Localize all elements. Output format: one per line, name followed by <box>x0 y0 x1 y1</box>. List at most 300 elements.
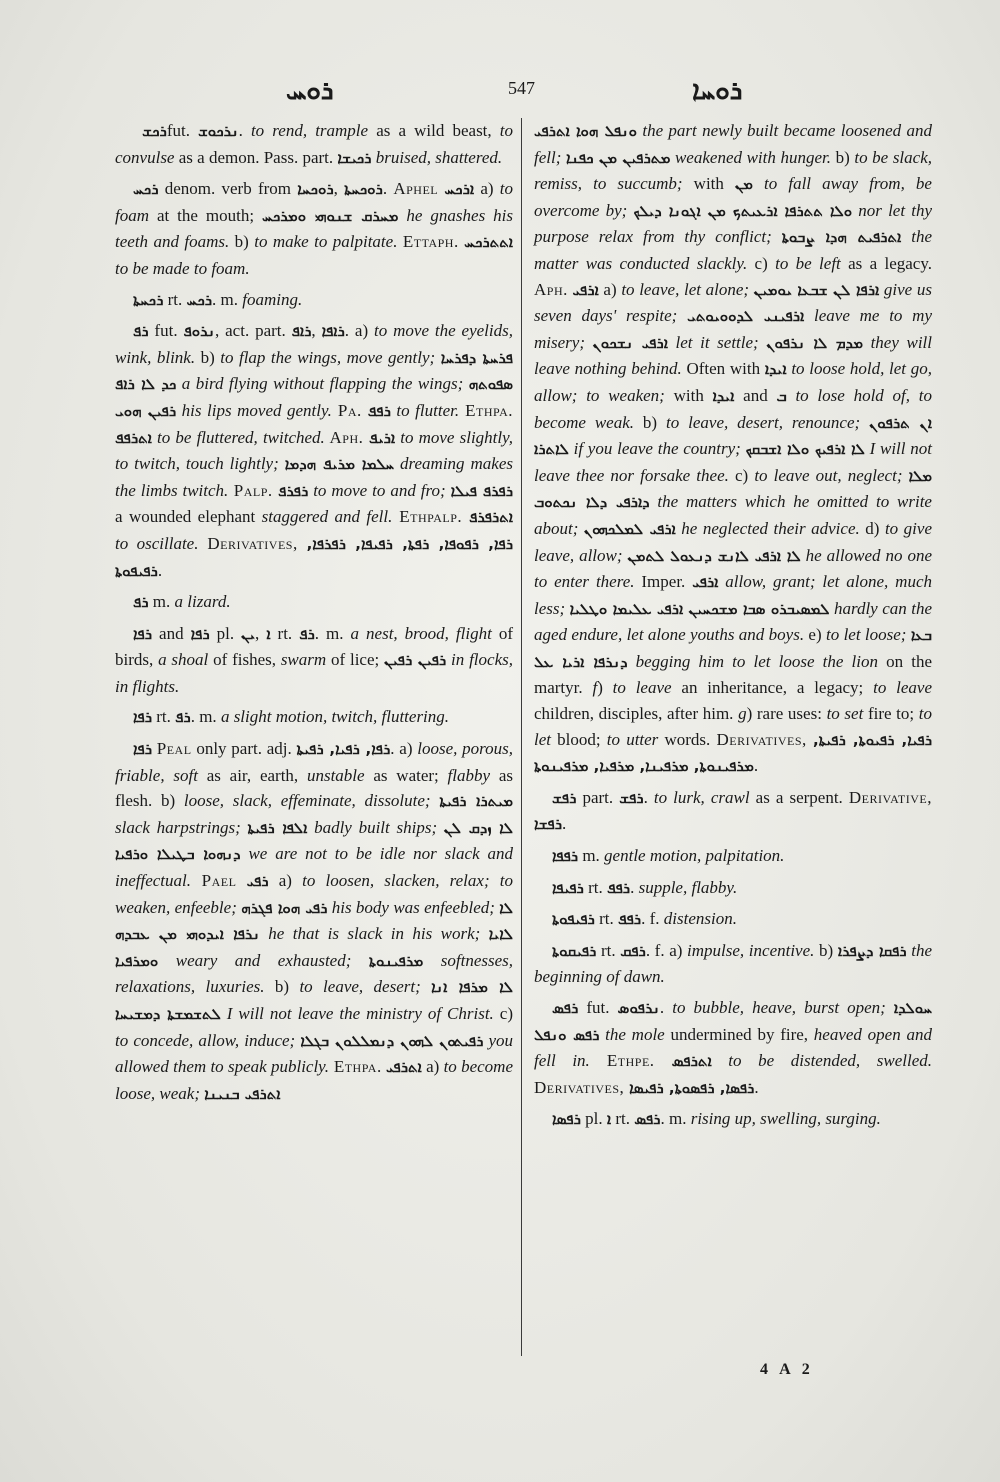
syriac-text: ܪܟܚ <box>133 180 159 199</box>
entry-text: of lice; <box>326 650 385 670</box>
syriac-text: ܐܪܦܝ ܠܡܠܟܗܘܢ <box>583 519 676 538</box>
syriac-text: ܐܪܝܦ <box>369 428 396 447</box>
entry-text: a) <box>268 871 303 891</box>
syriac-text: ܢܪܦܘܣ <box>617 999 660 1017</box>
syriac-text: ܪܦܦ <box>367 401 391 420</box>
dictionary-entry <box>115 118 513 171</box>
entry-text: words. <box>658 729 717 749</box>
syriac-text: ܪܦܝ ܗܘܐ ܦܓܪܗ <box>241 898 328 917</box>
entry-text: of birds, <box>115 623 514 670</box>
italic-gloss: a lizard. <box>174 592 231 612</box>
syriac-text: ܪܦ <box>175 708 191 727</box>
syriac-text: ܐܢ ܬܪܦܘܢ ܠܐܬܪܐ <box>534 413 933 459</box>
italic-gloss: we are not to be idle nor slack and ineffectual. <box>115 844 513 891</box>
syriac-text: ܐܪܟܚ <box>444 180 475 199</box>
entry-text: . m. <box>660 1109 691 1129</box>
italic-gloss: to leave <box>873 678 932 698</box>
syriac-text: ܪܟܫ <box>133 122 167 140</box>
italic-gloss: to oscillate. <box>115 533 199 553</box>
dictionary-entry <box>534 875 932 902</box>
dictionary-entry <box>534 995 932 1101</box>
syriac-text: ܪܐܦܐ <box>321 322 345 341</box>
syriac-text: ܪܦܝܐ, ܪܦܝܘܬܐ, ܪܦܝܬܐ, ܡܪܦܝܢܘܬܐ, ܡܪܦܝܢܐ, ܡܪܦܝܐ, ܡܪܦܝܢܘܬܐ <box>534 730 933 776</box>
syriac-text: ܡܪܦܝܢܘܬܐ <box>368 951 424 970</box>
entry-text: as a demon. Pass. part. <box>174 147 338 167</box>
syriac-text: ܪܦܩ <box>620 941 646 960</box>
entry-text: . f. a) <box>645 940 688 960</box>
italic-gloss: g <box>738 704 747 724</box>
syriac-text: ܣܦܘܬܗ ܪܦܝܢ ܗܘܝ <box>115 375 513 420</box>
entry-text <box>241 818 248 837</box>
italic-gloss: to utter <box>606 729 659 749</box>
italic-gloss: to convulse <box>115 121 514 167</box>
entry-text: , <box>333 179 345 199</box>
entry-text: . <box>382 179 394 199</box>
syriac-text: ܐܬܬܪܟܚ <box>464 233 514 252</box>
italic-gloss: the matter was conducted slackly. <box>534 227 932 273</box>
syriac-text: ܢܪܟܘܫ <box>198 122 239 140</box>
syriac-text: ܪܦܦܐ <box>552 847 579 866</box>
entry-text: blood; <box>551 729 607 749</box>
syriac-text: ܪܦ <box>299 624 315 643</box>
syriac-text: ܪܦܐ <box>190 624 210 643</box>
syriac-text: ܐܪܦܐ ܠܢ ܫܒܥܐ ܝܘܡܝܢ <box>753 280 880 299</box>
italic-gloss: to loose hold, let go, allow; <box>534 359 932 405</box>
italic-gloss: to be distended, swelled. <box>711 1051 932 1071</box>
italic-gloss: to loosen, slacken, relax; to weaken, enfeeble; <box>115 871 513 917</box>
column-rule <box>521 118 522 1356</box>
italic-gloss: a shoal <box>158 650 209 670</box>
stem-label: Palp. <box>228 480 279 500</box>
italic-gloss: you allowed them to speak publicly. <box>115 1030 514 1077</box>
italic-gloss: he allowed no one to enter there. <box>534 545 933 592</box>
syriac-text: ܡܕܡ ܠܐ ܢܪܦܘܢ <box>766 333 863 352</box>
italic-gloss: to be slack, remiss, to succumb; <box>534 147 932 194</box>
syriac-text: ܐ <box>266 624 271 643</box>
syriac-text: ܐܪܦܝ <box>692 573 719 592</box>
italic-gloss: to weaken; <box>577 385 665 405</box>
syriac-text: ܡܠܐ ܕܐܪܦܝ ܕܠܐ ܢܟܬܘܒ <box>534 466 932 512</box>
page-number: 547 <box>508 78 535 98</box>
syriac-text: ܪܦ <box>133 593 149 612</box>
syriac-text: ܪܦܫ <box>619 788 644 807</box>
syriac-text: ܠܐ ܐܪܦܝ ܠܐܢܫ ܕܢܥܘܠ ܠܬܡܢ <box>627 546 801 565</box>
italic-gloss: hardly can the aged endure, let alone youths and boys. <box>534 598 932 645</box>
entry-text: . f. <box>641 909 664 929</box>
stem-label: Ethpalp. <box>392 507 470 527</box>
italic-gloss: let it settle; <box>667 332 759 352</box>
syriac-text: ܪܦܝܩܘܬܐ <box>552 941 597 960</box>
stem-label: Ettaph. <box>402 232 459 252</box>
entry-text: rt. <box>611 1109 635 1129</box>
syriac-text: ܪܦܣ <box>552 999 579 1017</box>
italic-gloss: to leave, let alone; <box>621 279 750 299</box>
entry-text: fire to; <box>863 704 919 724</box>
syriac-text: ܡܢ <box>735 175 753 194</box>
italic-gloss: the mole <box>599 1024 665 1044</box>
italic-gloss: to become loose, weak; <box>115 1057 514 1103</box>
syriac-text: ܐܬܪܦܦ <box>115 428 152 447</box>
stem-label: Ethpa. <box>459 400 513 420</box>
entry-text: , <box>255 623 267 643</box>
italic-gloss: unstable <box>306 765 365 785</box>
italic-gloss: to flap the wings, move gently; <box>220 347 436 367</box>
italic-gloss: to rend, trample <box>250 121 369 140</box>
syriac-text: ܪܟܚ <box>186 290 213 309</box>
entry-text <box>677 306 687 325</box>
italic-gloss: leave me to my misery; <box>534 306 932 352</box>
syriac-text: ܪܦܣܐ <box>552 1110 581 1129</box>
stem-label: Peal <box>152 739 192 759</box>
italic-gloss: in flocks, in flights. <box>115 650 513 696</box>
italic-gloss: rising up, swelling, surging. <box>690 1109 881 1129</box>
dictionary-entry <box>115 287 513 314</box>
dictionary-entry <box>115 621 513 700</box>
entry-text: fut. <box>148 321 184 341</box>
italic-gloss: weakened with hunger. <box>670 147 831 167</box>
entry-text: b) <box>195 347 221 367</box>
entry-text: pl. <box>580 1109 607 1129</box>
entry-text <box>437 818 444 837</box>
italic-gloss: slack harpstrings; <box>115 817 241 837</box>
entry-text <box>860 413 869 432</box>
italic-gloss: flabby <box>447 765 491 785</box>
entry-text: as flesh. b) <box>115 765 513 811</box>
entry-text: pl. <box>209 623 242 643</box>
syriac-text: ܐܪܦܝܢܝ ܠܕܘܘܝܘܬܝ <box>687 307 805 326</box>
entry-text: as a legacy. <box>840 253 932 273</box>
entry-text: as a serpent. <box>749 787 849 807</box>
syriac-text: ܐܬܪܦܣ <box>671 1052 712 1071</box>
italic-gloss: a bird flying without flapping the wings; <box>176 374 464 394</box>
italic-gloss: softnesses, relaxations, luxuries. <box>115 950 514 997</box>
italic-gloss: to leave <box>612 678 672 698</box>
entry-text: b) <box>814 940 838 960</box>
syriac-text: ܪܦܪܦ <box>278 481 309 500</box>
italic-gloss: to bubble, heave, burst open; <box>672 998 886 1017</box>
entry-text: rt. <box>270 623 300 643</box>
syriac-text: ܪܦܐ, ܪܦܘܦܐ, ܪܦܬܐ, ܪܦܝܦܐ, ܪܦܪܦܐ, ܪܦܝܦܘܬܐ <box>115 534 513 580</box>
printer-signature: 4 A 2 <box>760 1361 814 1378</box>
italic-gloss: his lips moved gently. <box>176 400 332 420</box>
syriac-text: ܪܦܐ <box>133 708 153 727</box>
italic-gloss: swarm <box>280 650 327 670</box>
entry-text: m. <box>148 592 175 612</box>
dictionary-entry <box>534 1106 932 1133</box>
entry-text: . <box>562 814 567 834</box>
entry-text: with <box>682 174 735 194</box>
entry-text: with <box>664 385 713 405</box>
stem-label: Derivatives, <box>716 729 807 749</box>
entry-text <box>421 977 431 996</box>
italic-gloss: to let <box>534 704 932 749</box>
entry-text: only part. adj. <box>191 739 297 759</box>
entry-text: an inheritance, a legacy; <box>671 678 874 698</box>
stem-label: Derivatives, <box>198 533 307 553</box>
entry-text: of fishes, <box>208 650 281 670</box>
syriac-text: ܪܦܦ <box>617 910 642 929</box>
entry-text: . a) <box>390 739 418 759</box>
syriac-text: ܪܦܝܬܘܢ ܠܗܘܢ ܕܢܡܠܠܘܢ ܒܓܠܐ <box>300 1031 484 1050</box>
entry-text: rt. <box>152 707 176 727</box>
stem-label: Derivative, <box>848 787 932 807</box>
entry-text: fut. <box>166 121 199 140</box>
stem-label: Pael <box>191 871 237 891</box>
syriac-text: ܐܝܕܐ <box>764 360 787 379</box>
italic-gloss: allow, grant; let alone, much less; <box>534 572 933 618</box>
italic-gloss: to be fluttered, twitched. <box>151 427 325 447</box>
left-column <box>115 118 513 1112</box>
running-header <box>110 76 930 108</box>
entry-text: c) <box>493 1004 513 1023</box>
italic-gloss: a slight motion, twitch, fluttering. <box>220 707 450 727</box>
right-column <box>534 118 932 1138</box>
italic-gloss: to give leave, allow; <box>534 518 932 565</box>
entry-text: c) <box>728 465 755 485</box>
entry-text: a) <box>474 179 500 199</box>
italic-gloss: heaved open and fell in. <box>534 1024 932 1071</box>
syriac-text: ܚܠܡܐ ܡܪܝܦ ܗܕܡܐ <box>284 455 395 474</box>
syriac-text: ܐܪܦܝ <box>572 280 599 299</box>
dictionary-entry <box>115 176 513 281</box>
syriac-text: ܠܐܝܐ ܘܡܪܦܝܐ <box>115 925 514 970</box>
dictionary-entry <box>534 785 932 838</box>
entry-text <box>236 871 246 890</box>
entry-text: as air, earth, <box>197 765 307 785</box>
syriac-text: ܝܢ <box>241 624 256 643</box>
entry-text: . <box>659 998 673 1017</box>
italic-gloss: loose, porous, friable, soft <box>115 739 513 785</box>
italic-gloss: his body was enfeebled; <box>327 897 495 917</box>
italic-gloss: impulse, incentive. <box>687 940 815 960</box>
italic-gloss: if you leave the country; <box>568 439 741 459</box>
entry-text: on the martyr. <box>534 651 932 698</box>
entry-text <box>351 951 368 970</box>
italic-gloss: staggered and fell. <box>261 507 393 527</box>
entry-text: rt. <box>163 289 187 309</box>
syriac-text: ܪܦܝܦܐ <box>552 878 584 897</box>
syriac-text: ܪܟܚܬܐ <box>133 290 164 309</box>
dictionary-entry <box>115 704 513 731</box>
entry-text: and <box>734 385 777 405</box>
italic-gloss: begging him to let loose the lion <box>627 651 878 671</box>
stem-label: Ethpe. <box>589 1051 672 1071</box>
italic-gloss: give us seven days' respite; <box>534 279 932 326</box>
header-left-word: ܪܘܚ <box>286 76 334 105</box>
syriac-text: ܘܢܦܠ ܗܘܐ ܐܬܪܦܝ <box>534 122 638 140</box>
entry-text: d) <box>859 518 885 538</box>
italic-gloss: supple, flabby. <box>638 877 738 897</box>
entry-text <box>886 998 894 1017</box>
entry-text: c) <box>747 253 776 273</box>
entry-text: b) <box>229 232 255 252</box>
stem-label: Aph. <box>324 427 369 447</box>
entry-text: rt. <box>583 877 607 897</box>
syriac-text: ܐܪܦܝ ܢܫܟܘܢ <box>592 333 668 352</box>
italic-gloss: dreaming makes the limbs twitch. <box>115 454 513 500</box>
entry-text: . m. <box>212 289 243 309</box>
entry-text: undermined by fire, <box>664 1024 814 1044</box>
entry-text: . a) <box>344 321 375 341</box>
entry-text: ) <box>597 678 613 698</box>
entry-text: . <box>157 560 163 580</box>
italic-gloss: to leave, desert, renounce; <box>666 412 861 432</box>
syriac-text: ܪܦܪܦ ܦܝܠܐ <box>450 481 514 500</box>
entry-text: e) <box>804 625 826 645</box>
syriac-text: ܐ <box>606 1110 612 1129</box>
entry-text: m. <box>578 846 605 866</box>
syriac-text: ܠܐ ܢܪܦܐ ܐܝܕܘܗܝ ܡܢ ܥܒܕܗ <box>115 898 514 944</box>
syriac-text: ܠܡܣܝܒܪܘ ܣܒܐ ܡܫܟܚܝܢ ܐܪܦܝ ܥܠܝܡܐ ܘܛܠܝܐ <box>569 599 830 618</box>
syriac-text: ܦܪܚܬܐ ܕܦܪܚܐ ܟܕ ܠܐ ܪܐܦ <box>115 348 513 394</box>
entry-text: children, disciples, after him. <box>534 704 739 724</box>
syriac-text: ܪܦܝ <box>246 872 269 891</box>
entry-text: denom. verb from <box>158 179 298 199</box>
italic-gloss: to move the eyelids, wink, blink. <box>115 321 513 367</box>
entry-text: . <box>630 877 639 897</box>
italic-gloss: the part newly built became loosened and fell; <box>534 121 932 167</box>
entry-text: . m. <box>314 623 351 643</box>
italic-gloss: a nest, brood, flight <box>350 623 492 643</box>
entry-text: , <box>311 321 322 341</box>
syriac-text: ܚܘܠܕܐ ܪܦܣ ܘܢܦܠ <box>534 999 933 1044</box>
entry-text: Imper. <box>634 572 693 592</box>
stem-label: Pa. <box>331 400 368 420</box>
entry-text: . <box>753 756 759 776</box>
stem-label: Derivatives, <box>534 1077 630 1097</box>
header-right-word: ܪܘܚܐ <box>692 76 743 105</box>
syriac-text: ܐܬܪܦܝ <box>386 1058 422 1077</box>
italic-gloss: to make to palpitate. <box>254 232 398 252</box>
italic-gloss: to leave out, neglect; <box>754 465 903 485</box>
entry-text <box>772 227 782 246</box>
italic-gloss: to flutter. <box>390 400 460 420</box>
syriac-text: ܡܚܪܩ ܫܢܘܗܝ ܘܡܪܟܚ <box>262 206 399 225</box>
italic-gloss: to fall away from, be overcome by; <box>534 174 932 220</box>
entry-text: as water; <box>364 765 448 785</box>
syriac-text: ܘܠܐ ܬܬܪܦܐ ܐܪܥܝܬܟ ܡܢ ܐܓܘܢܐ ܕܝܠܟ <box>633 201 853 220</box>
italic-gloss: to let loose; <box>826 625 907 645</box>
italic-gloss: gentle motion, palpitation. <box>604 846 785 866</box>
italic-gloss: badly built ships; <box>307 817 438 837</box>
italic-gloss: f <box>592 678 598 698</box>
italic-gloss: the matters which he omitted to write about; <box>534 492 932 538</box>
entry-text: , act. part. <box>215 321 292 341</box>
italic-gloss: to lose hold of, to become weak. <box>534 385 933 432</box>
dictionary-entry <box>534 118 932 780</box>
italic-gloss: to leave, desert; <box>299 977 421 997</box>
syriac-text: ܪܦ <box>133 322 149 341</box>
stem-label: Aph. <box>534 279 568 299</box>
entry-text: at the mouth; <box>149 205 263 225</box>
italic-gloss: to be made to foam. <box>115 258 250 278</box>
syriac-text: ܒ <box>776 386 787 405</box>
dictionary-entry <box>115 318 513 584</box>
italic-gloss: to lurk, crawl <box>653 787 750 807</box>
dictionary-entry <box>534 938 932 990</box>
syriac-text: ܪܟܝܫܐ <box>337 148 372 167</box>
italic-gloss: to move to and fro; <box>308 480 446 500</box>
syriac-text: ܪܦܣܐ, ܪܦܣܘܬܐ, ܪܦܝܣܐ <box>629 1078 755 1097</box>
italic-gloss: to move slightly, to twitch, touch lightly; <box>115 427 513 474</box>
italic-gloss: distension. <box>663 909 737 929</box>
syriac-text: ܪܦܝܢ ܪܦܝܢ <box>384 651 447 670</box>
syriac-text: ܪܦܫ <box>552 788 577 807</box>
syriac-text: ܪܦܫܐ <box>534 815 562 834</box>
syriac-text: ܐܬܪܦܝ ܒܢܝܢܐ <box>204 1084 281 1103</box>
syriac-text: ܒܥܐ ܕܢܪܦܐ ܐܪܝܐ ܥܠ <box>534 626 932 671</box>
italic-gloss: I will not leave the ministry of Christ. <box>220 1004 494 1023</box>
italic-gloss: to foam <box>115 179 513 225</box>
syriac-text: ܐܬܪܦܪܦ <box>469 508 513 527</box>
dictionary-entry <box>534 843 932 870</box>
syriac-text: ܪܦܐ, ܪܦܝܐ, ܪܦܝܬܐ <box>296 740 391 759</box>
syriac-text: ܪܦܐ <box>133 740 153 759</box>
entry-text: . <box>238 121 251 140</box>
syriac-text: ܐܬܪܦܝܬ ܗܕܐ ܨܒܘܬܐ <box>781 228 902 247</box>
stem-label: Ethpa. <box>329 1057 382 1077</box>
italic-gloss: he gnashes his teeth and foams. <box>115 205 513 252</box>
italic-gloss: he neglected their advice. <box>675 518 860 538</box>
syriac-text: ܐܝܕܐ <box>712 386 735 405</box>
entry-text: . <box>643 787 654 807</box>
italic-gloss: bruised, shattered. <box>371 147 503 167</box>
entry-text: . <box>754 1077 759 1097</box>
syriac-text: ܪܘܟܚܐ <box>297 180 334 199</box>
italic-gloss: I will not leave thee nor forsake thee. <box>534 439 932 485</box>
italic-gloss: weary and exhausted; <box>158 950 352 970</box>
italic-gloss: to set <box>826 704 864 724</box>
entry-text: Often with <box>681 359 765 379</box>
syriac-text: ܪܦܣ <box>634 1110 661 1129</box>
italic-gloss: to concede, allow, induce; <box>115 1030 296 1050</box>
italic-gloss: nor let thy purpose relax from thy conflict; <box>534 200 932 247</box>
entry-text <box>480 924 488 943</box>
entry-text <box>585 333 593 352</box>
entry-text: as a wild beast, <box>368 121 500 140</box>
entry-text: a) <box>421 1057 444 1077</box>
entry-text: a) <box>598 279 622 299</box>
entry-text: b) <box>831 147 855 167</box>
syriac-text: ܪܐܦ <box>291 322 312 341</box>
syriac-text: ܡܬܪܦܝܢ ܡܢ ܟܦܢܐ <box>565 148 671 167</box>
syriac-text: ܪܦܝܦܘܬܐ <box>552 910 595 929</box>
entry-text: part. <box>576 787 620 807</box>
entry-text: and <box>152 623 191 643</box>
stem-label: Aphel <box>393 179 439 199</box>
italic-gloss: to be left <box>775 253 841 273</box>
entry-text: ) rare uses: <box>746 704 827 724</box>
dictionary-entry <box>534 906 932 933</box>
italic-gloss: loose, slack, effeminate, dissolute; <box>183 791 431 811</box>
entry-text: a wounded elephant <box>115 507 262 527</box>
dictionary-entry <box>115 736 513 1107</box>
dictionary-entry <box>115 589 513 616</box>
italic-gloss: he that is slack in his work; <box>259 924 481 944</box>
italic-gloss: they will leave nothing behind. <box>534 332 932 379</box>
syriac-text: ܪܦܦ <box>606 878 631 897</box>
syriac-text: ܪܦܩܐ ܕܨܦܪܐ <box>837 941 907 960</box>
syriac-text: ܡܝܬܪܐ ܪܦܝܬܐ <box>439 792 514 811</box>
italic-gloss: the beginning of dawn. <box>534 940 932 987</box>
entry-text: fut. <box>578 998 618 1017</box>
syriac-text: ܠܐ ܡܪܦܐ ܐܢܐ ܠܬܫܡܫܬܐ ܕܡܫܝܚܐ <box>115 978 513 1023</box>
entry-text: . m. <box>190 707 221 727</box>
entry-text: b) <box>634 412 667 432</box>
syriac-text: ܠܐ ܙܕܩ ܠܢ ܕܢܗܘܐ ܒܛܝܠܐ ܘܪܦܝܐ <box>115 818 514 864</box>
syriac-text: ܢܪܘܦ <box>183 322 215 341</box>
syriac-text: ܠܐ ܐܪܦܝܟ ܘܠܐ ܐܫܒܩܟ <box>745 440 865 459</box>
